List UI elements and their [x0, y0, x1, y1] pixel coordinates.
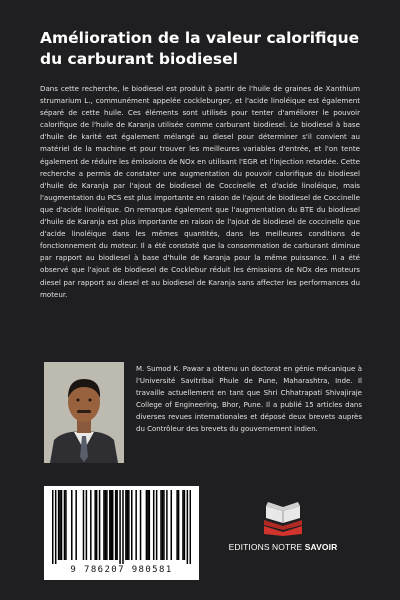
publisher-name-bold: SAVOIR: [304, 542, 338, 552]
barcode-bar: [112, 490, 114, 560]
barcode-bar: [171, 490, 173, 560]
barcode-bar: [111, 490, 113, 560]
isbn-barcode: [44, 486, 199, 580]
barcode-bar: [96, 490, 98, 560]
barcode-bar: [122, 490, 124, 564]
barcode-bar: [127, 490, 129, 560]
barcode-bar: [103, 490, 105, 560]
book-title: Amélioration de la valeur calorifique du carburant biodiesel: [40, 29, 360, 68]
barcode-bar: [125, 490, 127, 560]
barcode-bar: [156, 490, 158, 560]
barcode-bar: [135, 490, 137, 560]
barcode-bar: [128, 490, 130, 560]
barcode-bar: [99, 490, 101, 560]
barcode-bar: [190, 490, 191, 564]
barcode-bar: [86, 490, 88, 560]
barcode-bar: [182, 490, 184, 560]
barcode-bar: [83, 490, 85, 560]
author-bio: M. Sumod K. Pawar a obtenu un doctorat en génie mécanique à l'Université Savitribai Phule de Pune, Maharashtra, Inde. Il travaille actuellement en tant que Shri Chhatrapati Shivajiraje College of Engineering, Bhor, Pune. Il a publié 15 articles dans diverses revues internationales et déposé deux brevets auprès du Contrôleur des brevets du gouvernement indien.: [136, 365, 362, 434]
book-abstract: Dans cette recherche, le biodiesel est produit à partir de l'huile de graines de Xanthium strumarium L., communément appelée cockleburger, et l'acide linoléique est également séparé de cette huile. Ces éléments sont utilisés pour tenter d'améliorer le pouvoir calorifique de l'huile de Karanja utilisée comme carburant biodiesel. Le biodiesel à base d'huile de karité est également mélangé au diesel pour déterminer s'il convient au matériel de la machine et pour trouver les meilleures variables d'entrée, et l'on tente également de réduire les émissions de NOx en utilisant l'EGR et l'injection retardée. Cette recherche a permis de constater une augmentation du pouvoir calorifique du biodiesel d'huile de Karanja par l'ajout de biodiesel de Coccinelle et d'acide linoléique, mais l'augmentation du PCS est plus importante en raison de l'ajout de biodiesel de Coccinelle que d'acide linoléique. On remarque également que l'augmentation du BTE du biodiesel d'huile de Karanja est plus importante en raison de l'ajout de biodiesel de coccinelle que d'acide linoléique dans les mêmes quantités, dans les meilleures conditions de fonctionnement du moteur. Il a été constaté que la consommation de carburant diminue par rapport au biodiesel à base d'huile de Karanja pour la même puissance. Il a été observé que l'ajout de biodiesel de Cocklebur réduit les émissions de NOx des moteurs diesel par rapport au diesel et au biodiesel de Karanja sans affecter les performances du moteur.: [40, 84, 360, 299]
author-photo: [44, 362, 124, 463]
barcode-bar: [119, 490, 121, 564]
barcode-bar: [147, 490, 149, 560]
barcode-bar: [160, 490, 162, 560]
barcode-bar: [166, 490, 168, 560]
isbn-digits: 9 786207 980581: [70, 565, 173, 575]
barcode-bar: [109, 490, 111, 560]
barcode-bar: [178, 490, 180, 560]
barcode-bar: [131, 490, 133, 560]
publisher-logo-icon: [258, 500, 308, 536]
barcode-bar: [59, 490, 61, 560]
barcode-bar: [140, 490, 142, 560]
barcode-bar: [163, 490, 165, 560]
publisher-name: [218, 542, 348, 552]
barcode-bar: [176, 490, 178, 560]
barcode-bar: [184, 490, 186, 560]
barcode-bar: [115, 490, 117, 560]
barcode-bar: [149, 490, 151, 560]
publisher-name-regular: EDITIONS NOTRE: [228, 542, 305, 552]
barcode-bar: [187, 490, 189, 564]
barcode-bar: [94, 490, 96, 560]
barcode-bar: [75, 490, 77, 560]
barcode-bar: [90, 490, 92, 560]
barcode-bar: [64, 490, 66, 560]
barcode-bar: [105, 490, 107, 560]
barcode-bar: [65, 490, 67, 560]
barcode-bar: [52, 490, 54, 564]
barcode-bar: [71, 490, 73, 560]
barcode-bar: [106, 490, 108, 560]
barcode-bar: [116, 490, 118, 560]
barcode-bar: [58, 490, 60, 560]
barcode-bar: [55, 490, 57, 564]
barcode-bar: [61, 490, 63, 560]
barcode-bar: [162, 490, 164, 560]
barcode-bar: [146, 490, 148, 560]
barcode-bar: [153, 490, 155, 560]
